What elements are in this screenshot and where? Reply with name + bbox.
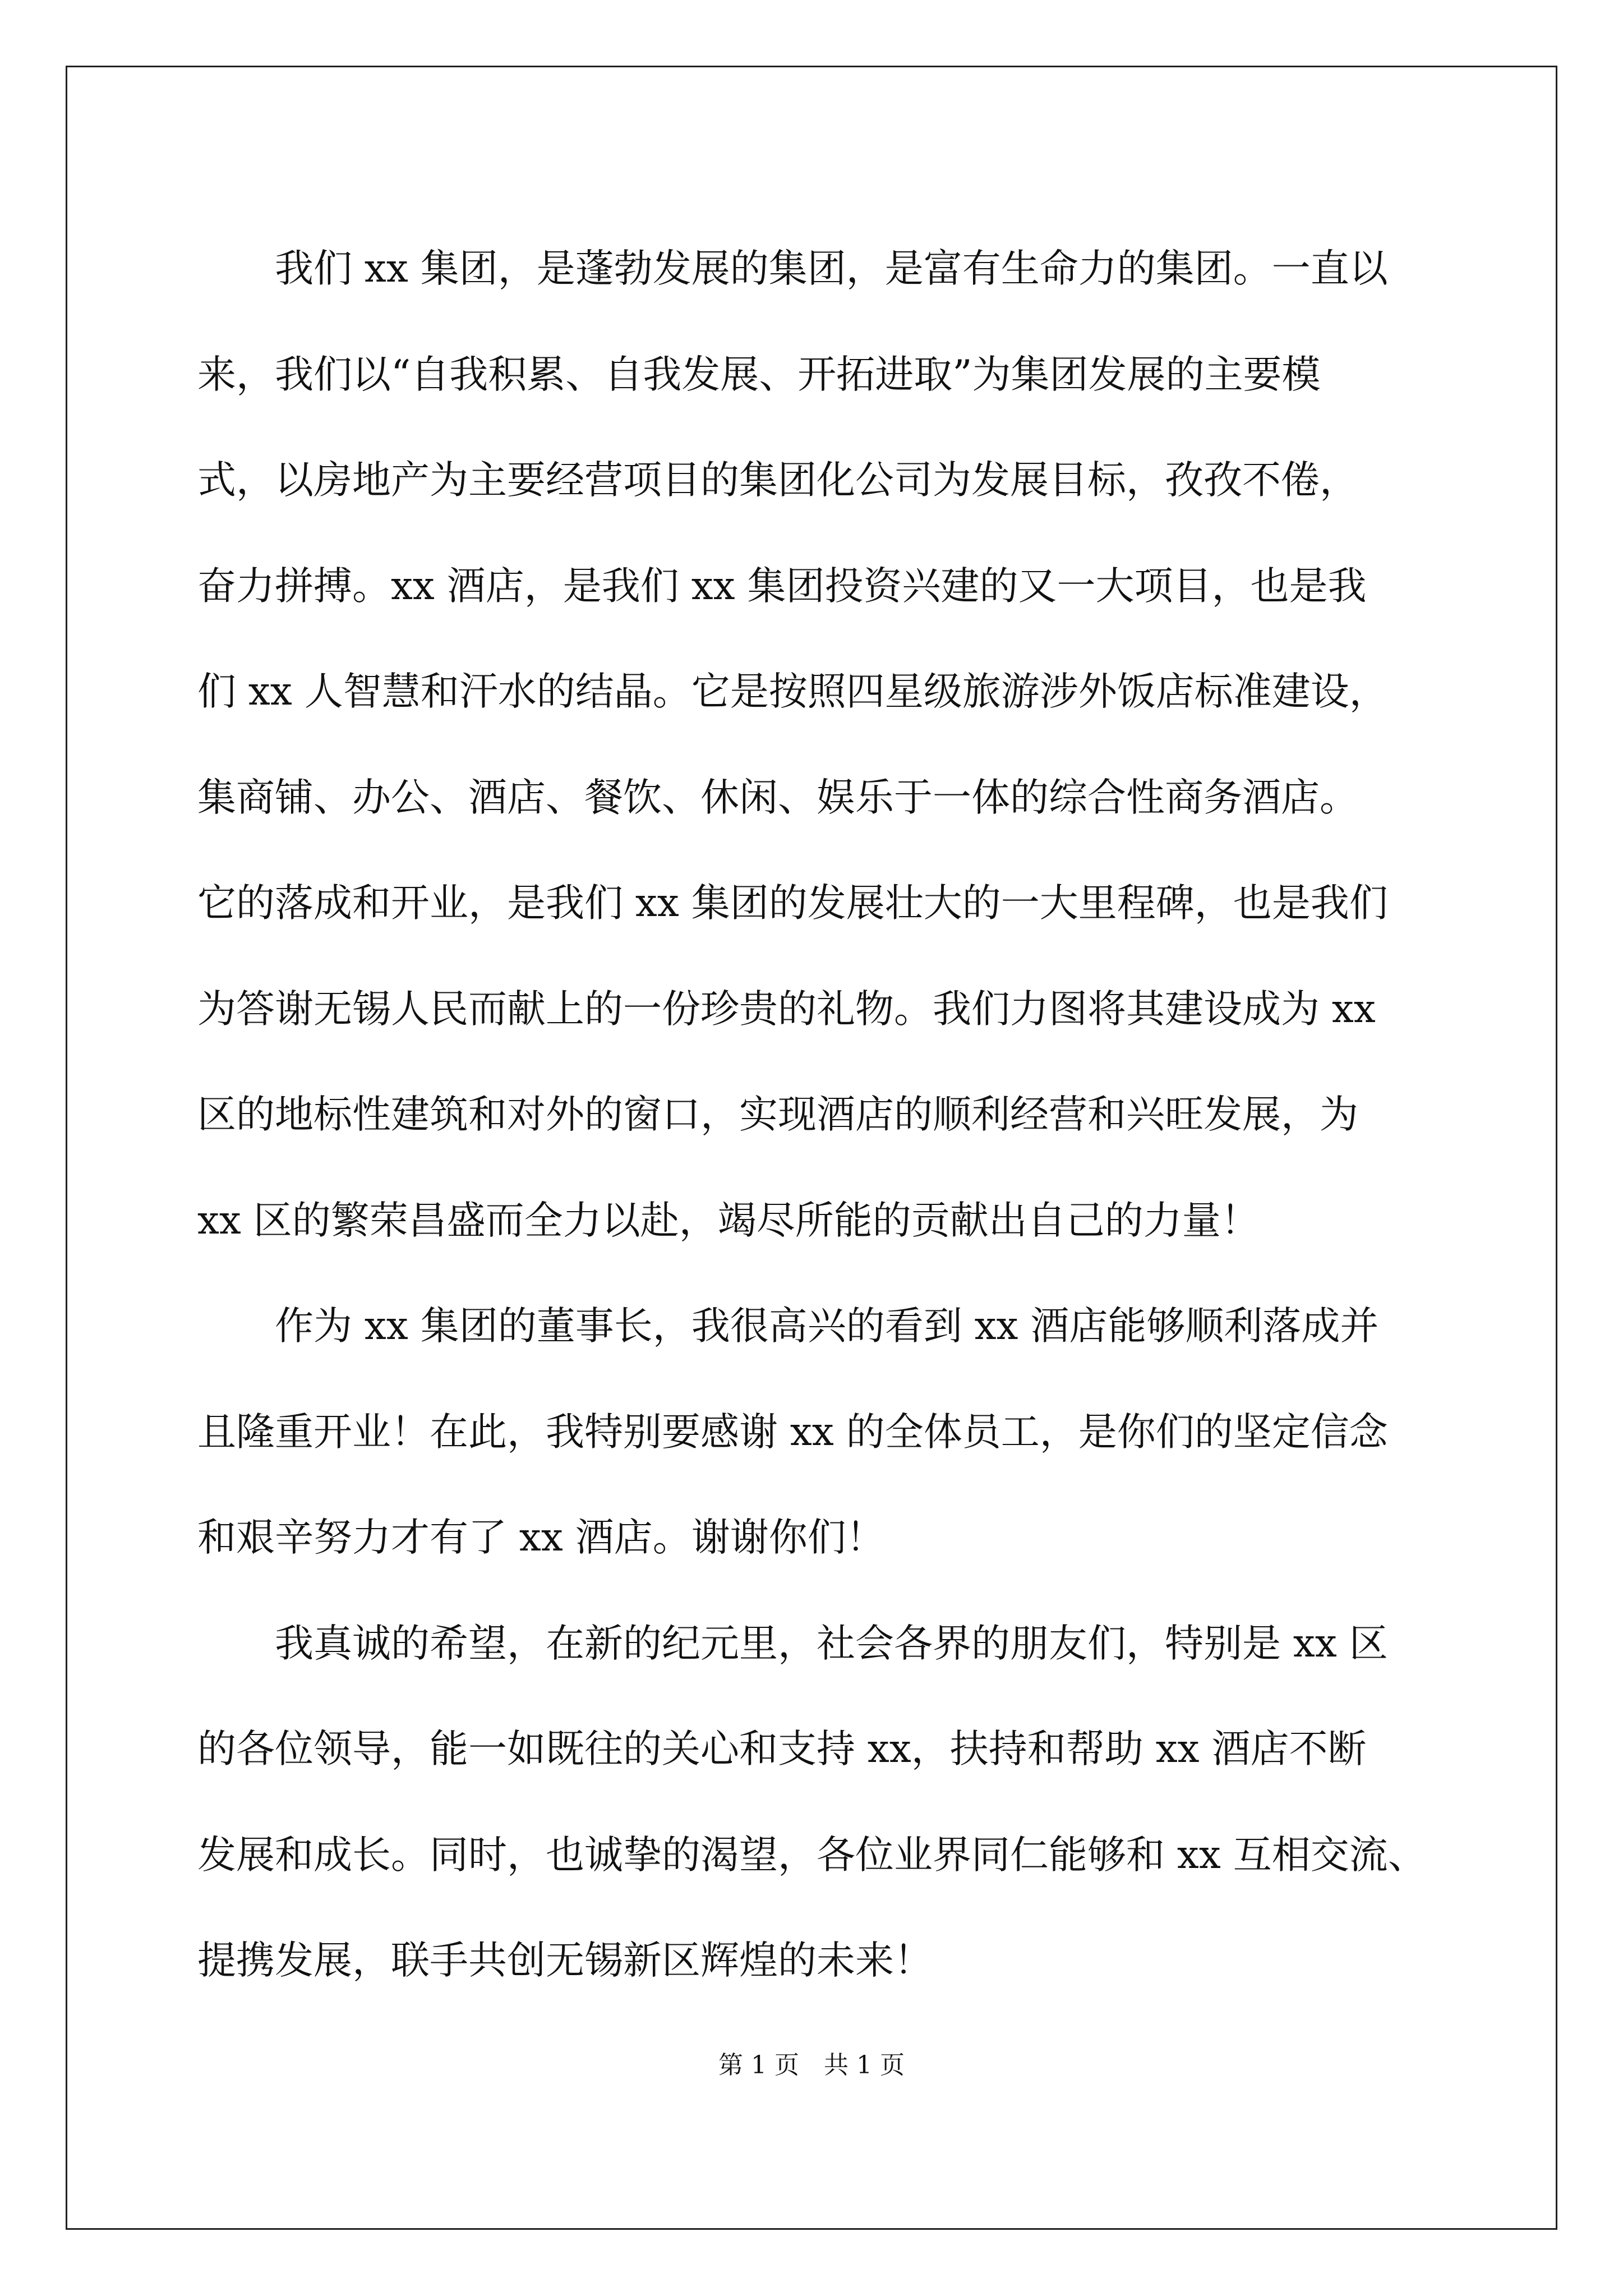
text-line: 的各位领导，能一如既往的关心和支持 xx，扶持和帮助 xx 酒店不断: [197, 1727, 1367, 1772]
text-line: 来，我们以“自我积累、自我发展、开拓进取”为集团发展的主要模: [197, 352, 1321, 397]
text-line: 提携发展，联手共创无锡新区辉煌的未来！: [197, 1938, 933, 1983]
text-line: xx 区的繁荣昌盛而全力以赴，竭尽所能的贡献出自己的力量！: [197, 1198, 1260, 1243]
page-number-footer: 第 1 页 共 1 页: [718, 2051, 905, 2079]
text-line: 式，以房地产为主要经营项目的集团化公司为发展目标，孜孜不倦，: [197, 458, 1358, 503]
document-body: [197, 216, 1437, 2014]
text-line: 和艰辛努力才有了 xx 酒店。谢谢你们！: [197, 1515, 885, 1560]
text-line: 且隆重开业！在此，我特别要感谢 xx 的全体员工，是你们的坚定信念: [197, 1409, 1388, 1455]
text-line: 发展和成长。同时，也诚挚的渴望，各位业界同仁能够和 xx 互相交流、: [197, 1832, 1427, 1878]
text-line: 们 xx 人智慧和汗水的结晶。它是按照四星级旅游涉外饭店标准建设，: [197, 669, 1388, 714]
text-line: 我真诚的希望，在新的纪元里，社会各界的朋友们，特别是 xx 区: [197, 1621, 1388, 1666]
text-line: 区的地标性建筑和对外的窗口，实现酒店的顺利经营和兴旺发展，为: [197, 1092, 1358, 1137]
text-line: 作为 xx 集团的董事长，我很高兴的看到 xx 酒店能够顺利落成并: [197, 1304, 1379, 1349]
text-line: 集商铺、办公、酒店、餐饮、休闲、娱乐于一体的综合性商务酒店。: [197, 775, 1358, 820]
text-line: 为答谢无锡人民而献上的一份珍贵的礼物。我们力图将其建设成为 xx: [197, 986, 1376, 1032]
text-line: 它的落成和开业，是我们 xx 集团的发展壮大的一大里程碑，也是我们: [197, 881, 1388, 926]
text-line: 奋力拼搏。xx 酒店，是我们 xx 集团投资兴建的又一大项目，也是我: [197, 563, 1367, 609]
text-line: 我们 xx 集团，是蓬勃发展的集团，是富有生命力的集团。一直以: [197, 246, 1388, 291]
